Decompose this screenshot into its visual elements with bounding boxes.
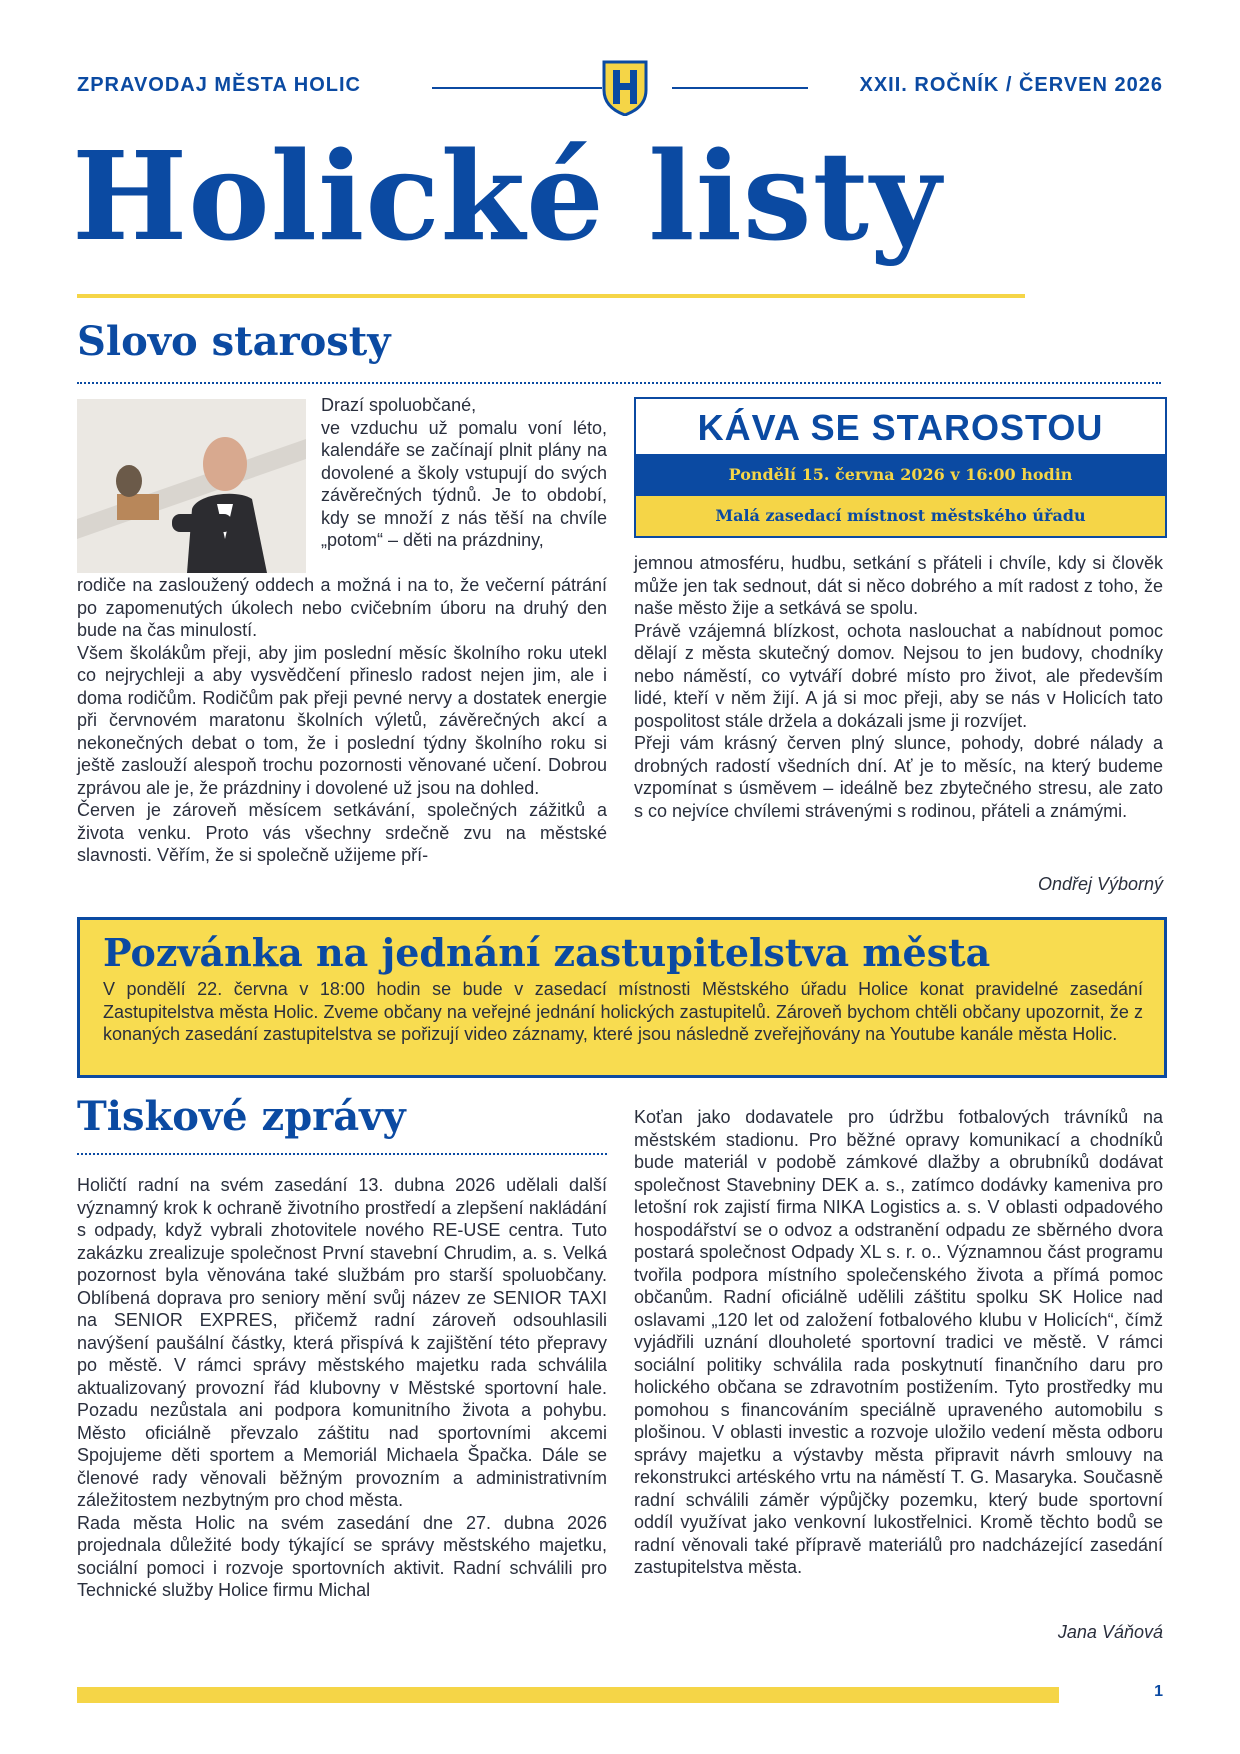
issue-label: XXII. ROČNÍK / ČERVEN 2026 [859,74,1163,96]
masthead-rule-right [672,87,808,89]
section-title-slovo: Slovo starosty [77,318,391,365]
paragraph: Drazí spoluobčané, [321,395,477,415]
paragraph: Přeji vám krásný červen plný slunce, pohody, dobré nálady a drobných radostí všedních dní. Ať je to měsíc, na který budeme vzpomínat s úsměvem – ideálně bez zbytečného stresu, ale zato s co nejvíce chvílemi strávenými s rodinou, přáteli a známými. [634,733,1163,821]
section-divider [77,382,1161,384]
mayor-signature: Ondřej Výborný [1037,874,1163,894]
section-title-tiskove: Tiskové zprávy [77,1093,406,1140]
slovo-column-right [634,552,1163,822]
masthead-rule-left [432,87,602,89]
tiskove-column-left [77,1174,607,1602]
town-crest-icon [602,60,648,116]
kava-place: Malá zasedací místnost městského úřadu [636,496,1165,536]
paragraph: Koťan jako dodavatele pro údržbu fotbalových trávníků na městském stadionu. Pro běžné opravy komunikací a chodníků bude materiál v podobě zámkové dlažby a obrubníků dodávat společnost Stavebniny DEK a. s., zatímco dodávky kameniva pro letošní rok zajistí firma NIKA Logistics a. s. V oblasti odpadového hospodářství se o odvoz a odstranění odpadu ze sběrného dvora postará společnost Odpady XL s. r. o.. Významnou část programu tvořila podpora místního společenského života a přímá pomoc občanům. Radní oficiálně udělili záštitu spolku SK Holice nad oslavami „120 let od založení fotbalového klubu v Holicích“, čímž vyjádřili uznání dlouholeté sportovní tradici ve městě. V rámci sociální politiky schválila rada poskytnutí finančního daru pro holického občana se zdravotním postižením. Tyto prostředky mu pomohou s financováním speciálně upraveného automobilu s plošinou. V oblasti investic a rozvoje uložilo vedení města odboru správy majetku a výstavby města připravit návrh smlouvy na rekonstrukci artéského vrtu na náměstí T. G. Masaryka. Současně radní schválili záměr výpůjčky pozemku, který bude sportovní oddíl využívat jako venkovní lukostřelnici. Kromě těchto bodů se radní věnovali také přípravě materiálů pro nadcházející zasedání zastupitelstva města. [634,1107,1163,1577]
section-divider [77,1153,607,1155]
kava-title: KÁVA SE STAROSTOU [697,407,1104,448]
mayor-photo [77,399,306,573]
newsletter-label: ZPRAVODAJ MĚSTA HOLIC [77,74,361,96]
footer-bar [77,1687,1059,1703]
title-underline [77,294,1025,298]
paragraph: Všem školákům přeji, aby jim poslední měsíc školního roku utekl co nejrychleji a aby vysvědčení přineslo radost nejen jim, ale i doma rodičům. Rodičům pak přeji pevné nervy a dostatek energie při červnovém maratonu školních výletů, závěrečných akcí a nekonečných debat o tom, že i poslední týdny školního roku si ještě zaslouží alespoň trochu pozornosti věnované učení. Dobrou zprávou ale je, že prázdniny i dovolené už jsou na dohled. [77,642,607,798]
paragraph: jemnou atmosféru, hudbu, setkání s přáteli i chvíle, kdy si člověk může jen tak sednout, dát si něco dobrého a mít radost z toho, že naše město žije a setkává se spolu. [634,553,1163,618]
kava-se-starostou-box [634,397,1167,538]
press-signature: Jana Váňová [1057,1622,1163,1642]
slovo-column-left [77,574,607,867]
council-invitation-box [77,917,1167,1078]
invitation-text: V pondělí 22. června v 18:00 hodin se bude v zasedací místnosti Městského úřadu Holice konat pravidelné zasedání Zastupitelstva města Holic. Zveme občany na veřejné jednání holických zastupitelů. Zároveň bychom chtěli občany upozornit, že z konaných zasedání zastupitelstva se pořizují video záznamy, které jsou následně zveřejňovány na Youtube kanále města Holic. [103,979,1143,1044]
paragraph: rodiče na zasloužený oddech a možná i na to, že večerní pátrání po zapomenutých úkolech nebo cvičebním úboru na druhý den bude na čas minulostí. [77,575,607,640]
paragraph: Rada města Holic na svém zasedání dne 27. dubna 2026 projednala důležité body týkající se správy městského majetku, sociální pomoci i rozvoje sportovních aktivit. Radní schválili pro Technické služby Holice firmu Michal [77,1512,607,1600]
slovo-intro [321,394,607,552]
newsletter-title: Holické listy [72,124,942,268]
page-number: 1 [1154,1683,1163,1700]
tiskove-column-right [634,1106,1163,1579]
invitation-title: Pozvánka na jednání zastupitelstva města [103,930,991,975]
paragraph: Právě vzájemná blízkost, ochota naslouchat a nabídnout pomoc dělají z města skutečný domov. Nejsou to jen budovy, chodníky nebo náměstí, co vytváří dobré místo pro život, ale především lidé, kteří v něm žijí. A já si moc přeji, aby se nás v Holicích tato pospolitost stále držela a dokázali jsme ji rozvíjet. [634,620,1163,731]
kava-date: Pondělí 15. června 2026 v 16:00 hodin [634,454,1167,496]
paragraph: Holičtí radní na svém zasedání 13. dubna 2026 udělali další významný krok k ochraně životního prostředí a zlepšení nakládání s odpady, když vybrali zhotovitele nového RE-USE centra. Tuto zakázku zrealizuje společnost První stavební Chrudim, a. s. Velká pozornost byla věnována také službám pro starší spoluobčany. Oblíbená doprava pro seniory mění svůj název ze SENIOR TAXI na SENIOR EXPRES, přičemž radní zároveň odsouhlasili navýšení paušální částky, která přispívá k zajištění této přepravy po městě. V rámci správy městského majetku rada schválila aktualizovaný provozní řád klubovny v Městské sportovní hale. Pozadu nezůstala ani podpora komunitního života a pohybu. Město oficiálně převzalo záštitu nad sportovními akcemi Spojujeme děti sportem a Memoriál Michaela Špačka. Dále se členové rady věnovali běžným provozním a administrativním záležitostem nezbytným pro chod města. [77,1175,607,1510]
paragraph: Červen je zároveň měsícem setkávání, společných zážitků a života venku. Proto vás všechny srdečně zvu na městské slavnosti. Věřím, že si společně užijeme pří- [77,800,607,865]
paragraph: ve vzduchu už pomalu voní léto, kalendáře se začínají plnit plány na dovolené a školy vstupují do svých závěrečných týdnů. Je to období, kdy se množí z nás těší na chvíle „potom“ – děti na prázdniny, [321,417,607,550]
